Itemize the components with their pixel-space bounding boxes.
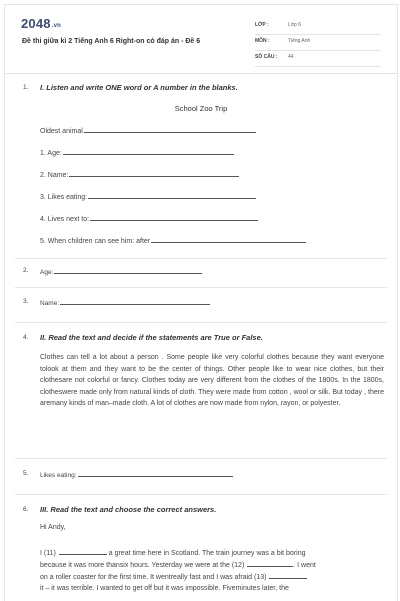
meta-key: LỚP : <box>255 22 269 28</box>
item-label: Oldest animal <box>40 128 83 135</box>
section-heading: III. Read the text and choose the correct answers. <box>40 505 217 514</box>
answer-blank[interactable] <box>69 170 239 177</box>
blank-item <box>40 126 256 135</box>
letter-line <box>40 572 384 581</box>
letter-line <box>40 560 384 569</box>
item-label: 3. Likes eating: <box>40 194 88 201</box>
blank-item <box>40 148 234 157</box>
question-divider <box>15 258 387 259</box>
letter-text: I (11) <box>40 550 56 557</box>
answer-blank[interactable] <box>54 267 202 274</box>
meta-value: 44 <box>288 54 294 60</box>
header-divider <box>5 73 397 74</box>
blank-item <box>40 170 239 179</box>
site-logo[interactable] <box>21 16 61 31</box>
answer-blank[interactable] <box>60 298 210 305</box>
exam-page <box>4 4 398 601</box>
blank-item <box>40 298 210 307</box>
question-number: 1. <box>23 84 29 91</box>
answer-blank[interactable] <box>78 470 233 477</box>
item-label: 1. Age: <box>40 150 62 157</box>
meta-row-question-count <box>255 51 380 67</box>
meta-value: Tiếng Anh <box>288 38 311 44</box>
letter-text: because it was more thansix hours. Yesterday we were at the (12) <box>40 562 245 569</box>
exam-meta-table <box>255 19 380 67</box>
logo-suffix: .vn <box>51 23 62 29</box>
question-number: 4. <box>23 334 29 341</box>
item-label: Name: <box>40 300 60 307</box>
meta-value: Lớp 6 <box>288 22 302 28</box>
blank-item <box>40 192 256 201</box>
question-divider <box>15 494 387 495</box>
item-label: 2. Name: <box>40 172 69 179</box>
blank-item <box>40 267 202 276</box>
answer-blank[interactable] <box>63 148 234 155</box>
letter-text: it – it was terrible. I wanted to get off but it was impossible. Fiveminutes later, the <box>40 585 289 592</box>
blank-item <box>40 214 258 223</box>
letter-line <box>40 585 384 592</box>
blank-item <box>40 470 233 479</box>
answer-blank[interactable] <box>88 192 256 199</box>
document-title: Đề thi giữa kì 2 Tiếng Anh 6 Right-on có đáp án - Đề 6 <box>22 38 201 45</box>
question-divider <box>15 287 387 288</box>
letter-text: . I went <box>293 562 316 569</box>
answer-blank[interactable] <box>84 126 256 133</box>
meta-row-subject <box>255 35 380 51</box>
answer-blank[interactable] <box>90 214 258 221</box>
item-label: Age: <box>40 269 54 276</box>
letter-text: a great time here in Scotland. The train journey was a bit boring <box>108 550 306 557</box>
answer-blank[interactable] <box>269 572 307 579</box>
blank-item <box>40 236 306 245</box>
question-number: 6. <box>23 506 29 513</box>
item-label: Likes eating: <box>40 472 77 479</box>
letter-line <box>40 548 384 557</box>
item-label: 5. When children can see him: after <box>40 238 151 245</box>
question-number: 3. <box>23 298 29 305</box>
section-heading: I. Listen and write ONE word or A number in the blanks. <box>40 83 238 92</box>
section-heading: II. Read the text and decide if the statements are True or False. <box>40 333 263 342</box>
reading-passage <box>40 352 384 410</box>
passage-text: Clothes can tell a lot about a person . Some people like very colorful clothes because they want everyone tolook at them and they want to be the center of things. Other people like to wear nice clothes, but their clothesare not colorful or fancy. Clothes today are very different from the clothes of the 1800s. In the 1800s, clotheswere made only from natural kinds of cloth. They were made from cotton , wool or silk. But today , there aremany kinds of man–made cloth. A lot of clothes are now made from nylon, rayon, or polyester. <box>40 354 384 407</box>
letter-greeting: Hi Andy, <box>40 524 66 531</box>
question-divider <box>15 458 387 459</box>
letter-text: on a roller coaster for the first time. It wentreally fast and I was afraid (13) <box>40 574 267 581</box>
question-divider <box>15 322 387 323</box>
meta-key: MÔN : <box>255 38 270 44</box>
meta-row-class <box>255 19 380 35</box>
answer-blank[interactable] <box>151 236 306 243</box>
answer-blank[interactable] <box>59 548 107 555</box>
page-header <box>5 5 397 65</box>
answer-blank[interactable] <box>247 560 293 567</box>
meta-key: SỐ CÂU : <box>255 54 278 60</box>
question-number: 2. <box>23 267 29 274</box>
item-label: 4. Lives next to: <box>40 216 90 223</box>
logo-text: 2048 <box>21 16 51 31</box>
question-number: 5. <box>23 470 29 477</box>
passage-title: School Zoo Trip <box>174 104 228 113</box>
